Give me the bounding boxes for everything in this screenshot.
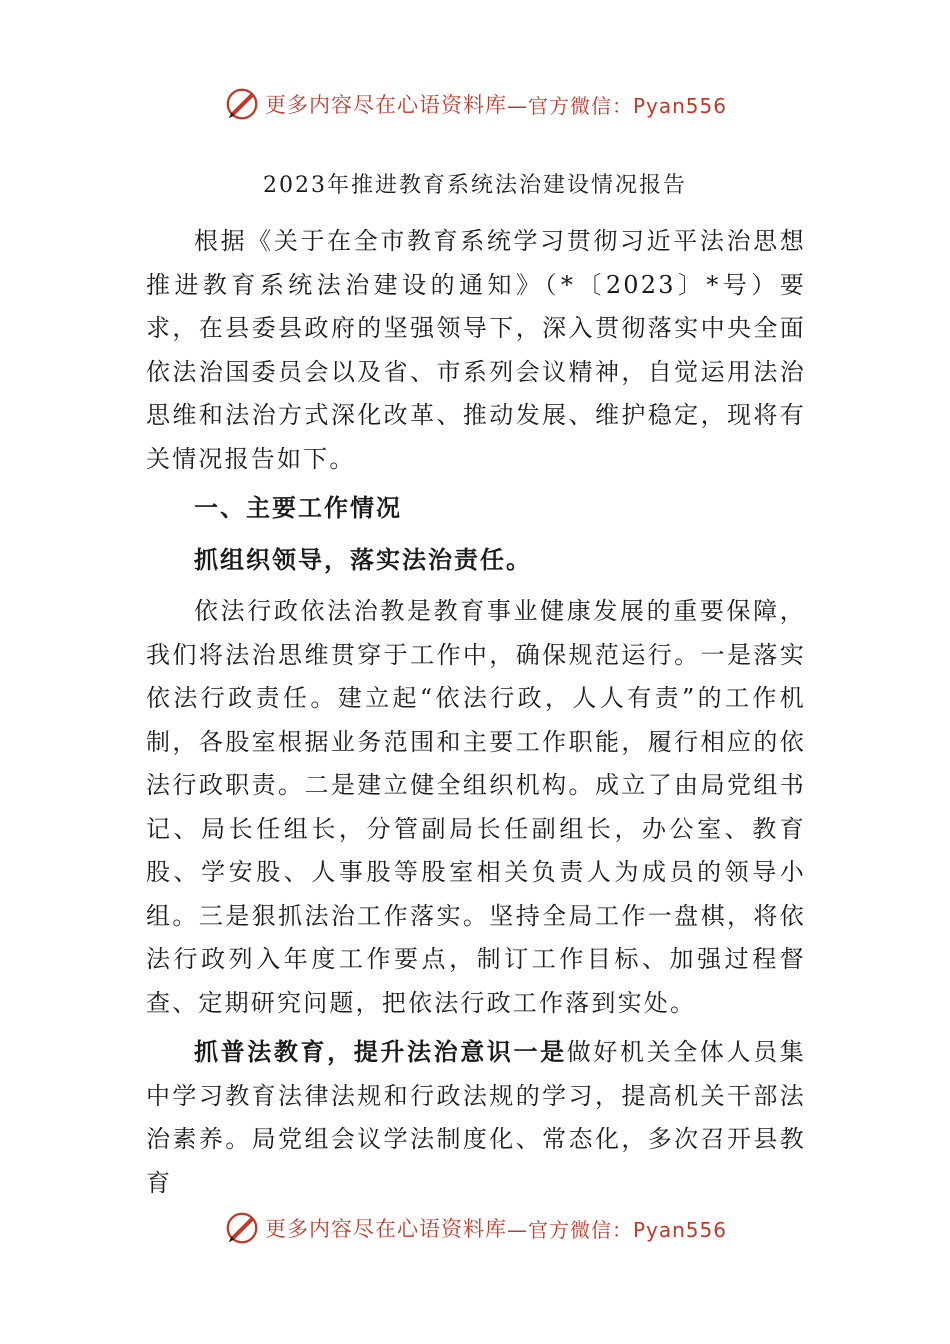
subsection-2-lead: 一是 — [513, 1037, 567, 1066]
subsection-2-body: 做好机关全体人员集中学习教育法律法规和行政法规的学习，提高机关干部法治素养。局党组会议学法制度化、常态化，多次召开县教育 — [146, 1038, 806, 1197]
subsection-heading-2: 抓普法教育，提升法治意识 — [194, 1037, 514, 1066]
document-title: 2023年推进教育系统法治建设情况报告 — [263, 173, 687, 198]
footer-banner — [0, 1208, 950, 1248]
pen-logo-icon — [223, 85, 261, 123]
banner-contact: —官方微信：Pyan556 — [506, 1217, 727, 1242]
subsection-2-paragraph — [146, 1030, 806, 1205]
pen-logo-icon — [223, 1209, 261, 1247]
subsection-1-paragraph: 依法行政依法治教是教育事业健康发展的重要保障，我们将法治思维贯穿于工作中，确保规范运行。一是落实依法行政责任。建立起“依法行政，人人有责”的工作机制，各股室根据业务范围和主要工作职能，履行相应的依法行政职责。二是建立健全组织机构。成立了由局党组书记、局长任组长，分管副局长任副组长，办公室、教育股、学安股、人事股等股室相关负责人为成员的领导小组。三是狠抓法治工作落实。坚持全局工作一盘棋，将依法行政列入年度工作要点，制订工作目标、加强过程督查、定期研究问题，把依法行政工作落到实处。 — [146, 597, 806, 1017]
banner-contact: —官方微信：Pyan556 — [506, 93, 727, 118]
intro-paragraph: 根据《关于在全市教育系统学习贯彻习近平法治思想推进教育系统法治建设的通知》（*〔2023〕*号）要求，在县委县政府的坚强领导下，深入贯彻落实中央全面依法治国委员会以及省、市系列会议精神，自觉运用法治思维和法治方式深化改革、推动发展、维护稳定，现将有关情况报告如下。 — [146, 227, 806, 473]
banner-brand: 更多内容尽在心语资料库 — [264, 93, 507, 117]
document-body — [146, 220, 806, 1210]
banner-brand: 更多内容尽在心语资料库 — [264, 1217, 507, 1241]
header-banner — [0, 84, 950, 124]
section-heading: 一、主要工作情况 — [194, 493, 402, 522]
subsection-heading-1: 抓组织领导，落实法治责任。 — [194, 545, 532, 574]
